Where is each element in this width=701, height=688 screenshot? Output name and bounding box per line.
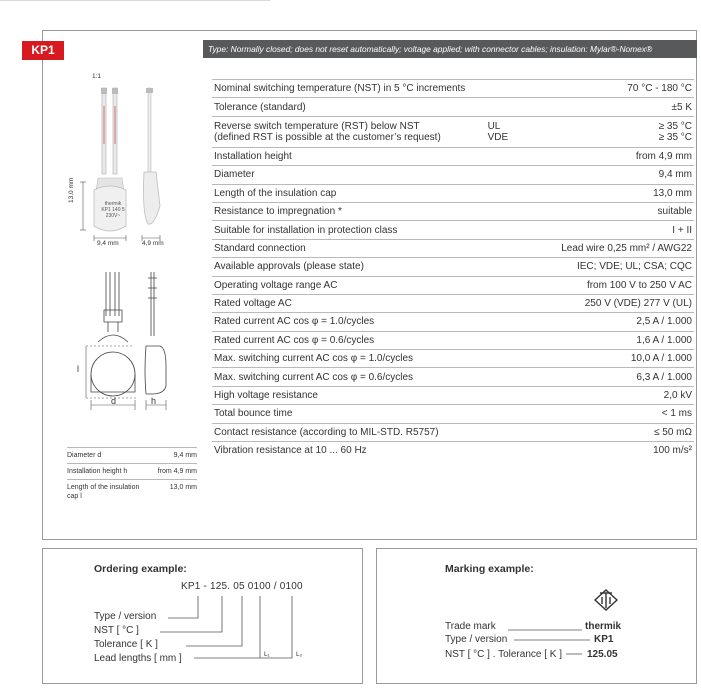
device-voltage: 230V~ [105, 213, 121, 219]
dimension-label: Length of the insulation cap l [67, 480, 145, 505]
spec-value: ≤ 50 mΩ [550, 423, 694, 441]
spec-standard [486, 350, 550, 368]
dimension-value: 13,0 mm [145, 480, 197, 505]
spec-standard [486, 166, 550, 184]
spec-row [212, 368, 694, 386]
marking-label-trademark: Trade mark [445, 621, 496, 632]
dim-l-label: l [77, 364, 79, 374]
ordering-title: Ordering example: [94, 563, 187, 575]
spec-label: Standard connection [212, 239, 486, 257]
width-label-front: 9,4 mm [97, 240, 119, 247]
marking-value-trademark: thermik [585, 621, 622, 632]
spec-row [212, 202, 694, 220]
device-label [99, 201, 127, 219]
spec-value: ≥ 35 °C ≥ 35 °C [550, 116, 694, 147]
spec-row [212, 423, 694, 441]
spec-row [212, 276, 694, 294]
spec-value: suitable [550, 202, 694, 220]
dimension-row [67, 480, 197, 505]
ordering-line-type: Type / version [94, 611, 157, 622]
spec-standard [486, 331, 550, 349]
spec-row [212, 386, 694, 404]
spec-label: Contact resistance (according to MIL-STD. R5757) [212, 423, 486, 441]
spec-value: from 100 V to 250 V AC [550, 276, 694, 294]
marking-value-type: KP1 [594, 634, 614, 645]
top-rule [0, 0, 270, 1]
spec-row [212, 184, 694, 202]
dimension-label: Diameter d [67, 448, 145, 464]
spec-row [212, 166, 694, 184]
device-photo [64, 86, 184, 254]
spec-value: 9,4 mm [550, 166, 694, 184]
spec-label: Max. switching current AC cos φ = 1.0/cycles [212, 350, 486, 368]
marking-example-box [376, 548, 697, 684]
spec-label: Max. switching current AC cos φ = 0.6/cycles [212, 368, 486, 386]
dimension-row [67, 464, 197, 480]
spec-standard [486, 98, 550, 116]
dim-d-label: d [111, 396, 117, 406]
spec-standard [486, 313, 550, 331]
spec-standard [486, 221, 550, 239]
dim-h-label: h [151, 396, 157, 406]
spec-label: Rated current AC cos φ = 0.6/cycles [212, 331, 486, 349]
spec-standard [486, 442, 550, 460]
spec-label: Diameter [212, 166, 486, 184]
height-label: 13,0 mm [68, 177, 75, 203]
spec-label: Reverse switch temperature (RST) below NST (defined RST is possible at the customer’s request) [212, 116, 486, 147]
spec-label: Length of the insulation cap [212, 184, 486, 202]
spec-label: Vibration resistance at 10 ... 60 Hz [214, 445, 367, 457]
spec-standard [486, 368, 550, 386]
spec-row [212, 405, 694, 423]
lead-l1-label: L₁ [264, 651, 270, 658]
spec-value: Lead wire 0,25 mm² / AWG22 [550, 239, 694, 257]
dimension-label: Installation height h [67, 464, 145, 480]
spec-value: 1,6 A / 1.000 [550, 331, 694, 349]
spec-row [212, 350, 694, 368]
ordering-code: KP1 - 125. 05 0100 / 0100 [181, 581, 303, 592]
spec-standard [486, 239, 550, 257]
spec-row [212, 116, 694, 147]
spec-row [212, 221, 694, 239]
spec-row [212, 147, 694, 165]
spec-row [212, 98, 694, 116]
spec-row [212, 313, 694, 331]
dimension-value: from 4,9 mm [145, 464, 197, 480]
spec-value: I + II [550, 221, 694, 239]
marking-label-type: Type / version [445, 634, 508, 645]
spec-value: 2,5 A / 1.000 [550, 313, 694, 331]
spec-value: 250 V (VDE) 277 V (UL) [550, 294, 694, 312]
spec-row [212, 239, 694, 257]
spec-standard [486, 202, 550, 220]
spec-standard [486, 276, 550, 294]
spec-standard [486, 405, 550, 423]
spec-value: 6,3 A / 1.000 [550, 368, 694, 386]
dimension-value: 9,4 mm [145, 448, 197, 464]
ordering-line-leads: Lead lengths [ mm ] [94, 653, 182, 664]
ordering-line-nst: NST [ °C ] [94, 625, 139, 636]
ordering-leader-lines [160, 594, 310, 664]
spec-value: IEC; VDE; UL; CSA; CQC [550, 258, 694, 276]
product-code-tag: KP1 [22, 41, 64, 60]
dimension-table [67, 447, 197, 504]
ordering-line-tolerance: Tolerance [ K ] [94, 639, 158, 650]
marking-label-nst: NST [ °C ] . Tolerance [ K ] [445, 649, 563, 660]
spec-row [212, 294, 694, 312]
lead-l2-label: L₂ [296, 651, 303, 658]
spec-label: High voltage resistance [212, 386, 486, 404]
technical-drawing [74, 270, 194, 416]
spec-value: < 1 ms [550, 405, 694, 423]
spec-label: Suitable for installation in protection class [212, 221, 486, 239]
spec-standard [486, 147, 550, 165]
spec-standard [486, 80, 550, 98]
scale-label: 1:1 [92, 73, 102, 80]
type-description-bar: Type: Normally closed; does not reset automatically; voltage applied; with connector cables; insulation: Mylar®-Nomex® [203, 40, 697, 58]
spec-value: 70 °C - 180 °C [550, 80, 694, 98]
thermik-logo-icon [593, 588, 619, 612]
spec-label: Rated voltage AC [212, 294, 486, 312]
spec-label: Resistance to impregnation * [212, 202, 486, 220]
spec-table [212, 79, 694, 459]
spec-row [212, 442, 694, 460]
spec-value: 13,0 mm [550, 184, 694, 202]
spec-label: Operating voltage range AC [212, 276, 486, 294]
spec-value: 100 m/s² [653, 445, 692, 457]
spec-label: Nominal switching temperature (NST) in 5 °C increments [212, 80, 486, 98]
device-brand: thermik [104, 201, 122, 207]
spec-label: Installation height [212, 147, 486, 165]
spec-standard [486, 184, 550, 202]
spec-row [212, 80, 694, 98]
spec-value: 10,0 A / 1.000 [550, 350, 694, 368]
spec-label: Rated current AC cos φ = 1.0/cycles [212, 313, 486, 331]
marking-title: Marking example: [445, 563, 534, 575]
spec-standard [486, 423, 550, 441]
spec-standard: UL VDE [486, 116, 550, 147]
spec-standard [486, 258, 550, 276]
width-label-side: 4,9 mm [142, 240, 164, 247]
spec-row [212, 258, 694, 276]
spec-standard [486, 294, 550, 312]
spec-value: from 4,9 mm [550, 147, 694, 165]
spec-row [212, 331, 694, 349]
dimension-row [67, 448, 197, 464]
marking-leader-lines [500, 626, 590, 658]
spec-label: Total bounce time [212, 405, 486, 423]
marking-value-nst: 125.05 [587, 649, 618, 660]
spec-standard [486, 386, 550, 404]
device-model: KP1 140 5 [101, 207, 125, 213]
spec-value: ±5 K [550, 98, 694, 116]
spec-value: 2,0 kV [550, 386, 694, 404]
spec-label: Available approvals (please state) [212, 258, 486, 276]
spec-label: Tolerance (standard) [212, 98, 486, 116]
